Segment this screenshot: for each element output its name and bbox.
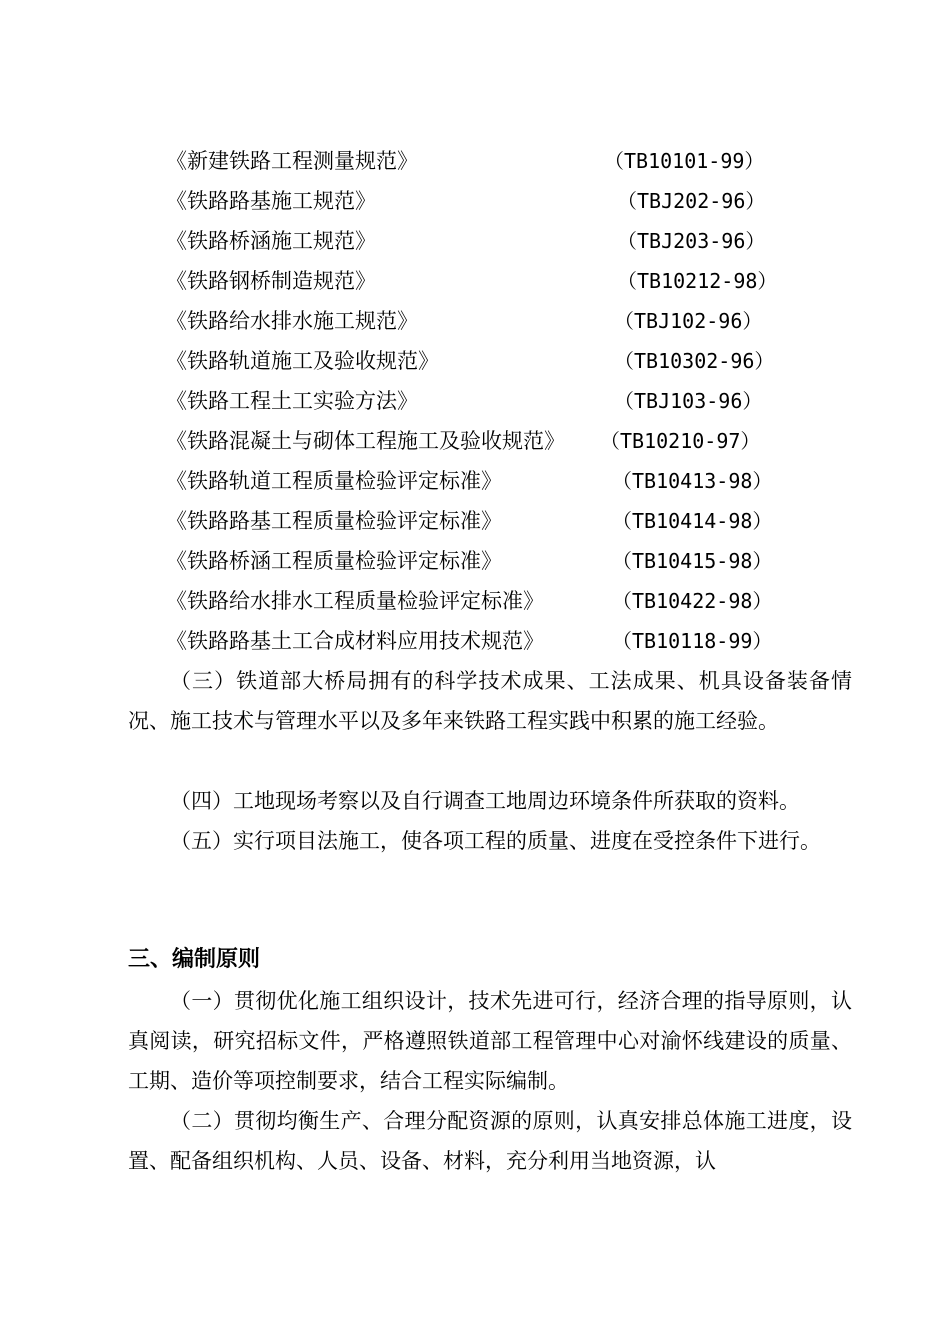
standard-row xyxy=(0,501,950,541)
standard-code: （TB10210-97） xyxy=(600,429,761,453)
standard-title: 《铁路路基工程质量检验评定标准》 xyxy=(166,509,502,533)
standard-row xyxy=(0,181,950,221)
standard-code: （TB10212-98） xyxy=(617,269,778,293)
basis-item-paragraph: （三）铁道部大桥局拥有的科学技术成果、工法成果、机具设备装备情况、施工技术与管理水平以及多年来铁路工程实践中积累的施工经验。 xyxy=(128,669,852,733)
principle-paragraph: （二）贯彻均衡生产、合理分配资源的原则，认真安排总体施工进度，设置、配备组织机构、人员、设备、材料，充分利用当地资源，认 xyxy=(128,1109,852,1173)
standard-title: 《新建铁路工程测量规范》 xyxy=(166,149,418,173)
standard-row xyxy=(0,461,950,501)
standard-title: 《铁路路基土工合成材料应用技术规范》 xyxy=(166,629,544,653)
standard-row xyxy=(0,141,950,181)
standard-code: （TB10422-98） xyxy=(612,589,773,613)
standard-title: 《铁路轨道施工及验收规范》 xyxy=(166,349,439,373)
basis-item-paragraph: （四）工地现场考察以及自行调查工地周边环境条件所获取的资料。 xyxy=(170,789,800,813)
standard-code: （TB10414-98） xyxy=(612,509,773,533)
standard-row xyxy=(0,261,950,301)
standard-title: 《铁路混凝土与砌体工程施工及验收规范》 xyxy=(166,429,565,453)
standard-row xyxy=(0,341,950,381)
standard-title: 《铁路路基施工规范》 xyxy=(166,189,376,213)
standard-title: 《铁路给水排水工程质量检验评定标准》 xyxy=(166,589,544,613)
standard-title: 《铁路钢桥制造规范》 xyxy=(166,269,376,293)
standard-code: （TB10415-98） xyxy=(612,549,773,573)
standard-title: 《铁路给水排水施工规范》 xyxy=(166,309,418,333)
standard-row xyxy=(0,421,950,461)
standard-title: 《铁路工程土工实验方法》 xyxy=(166,389,418,413)
section-heading: 三、编制原则 xyxy=(128,947,261,972)
standard-row xyxy=(0,541,950,581)
standard-code: （TBJ103-96） xyxy=(614,389,763,413)
principle-paragraph: （一）贯彻优化施工组织设计，技术先进可行，经济合理的指导原则，认真阅读，研究招标文件，严格遵照铁道部工程管理中心对渝怀线建设的质量、工期、造价等项控制要求，结合工程实际编制。 xyxy=(128,989,852,1093)
standard-code: （TBJ202-96） xyxy=(617,189,766,213)
standard-code: （TBJ203-96） xyxy=(617,229,766,253)
standard-code: （TBJ102-96） xyxy=(614,309,763,333)
standard-row xyxy=(0,301,950,341)
standard-code: （TB10302-96） xyxy=(614,349,775,373)
standard-code: （TB10413-98） xyxy=(612,469,773,493)
standard-title: 《铁路桥涵施工规范》 xyxy=(166,229,376,253)
standard-row xyxy=(0,621,950,661)
basis-item-paragraph: （五）实行项目法施工，使各项工程的质量、进度在受控条件下进行。 xyxy=(170,829,821,853)
standard-row xyxy=(0,581,950,621)
standard-title: 《铁路轨道工程质量检验评定标准》 xyxy=(166,469,502,493)
standard-title: 《铁路桥涵工程质量检验评定标准》 xyxy=(166,549,502,573)
standard-code: （TB10101-99） xyxy=(604,149,765,173)
standard-code: （TB10118-99） xyxy=(612,629,773,653)
standard-row xyxy=(0,221,950,261)
standard-row xyxy=(0,381,950,421)
